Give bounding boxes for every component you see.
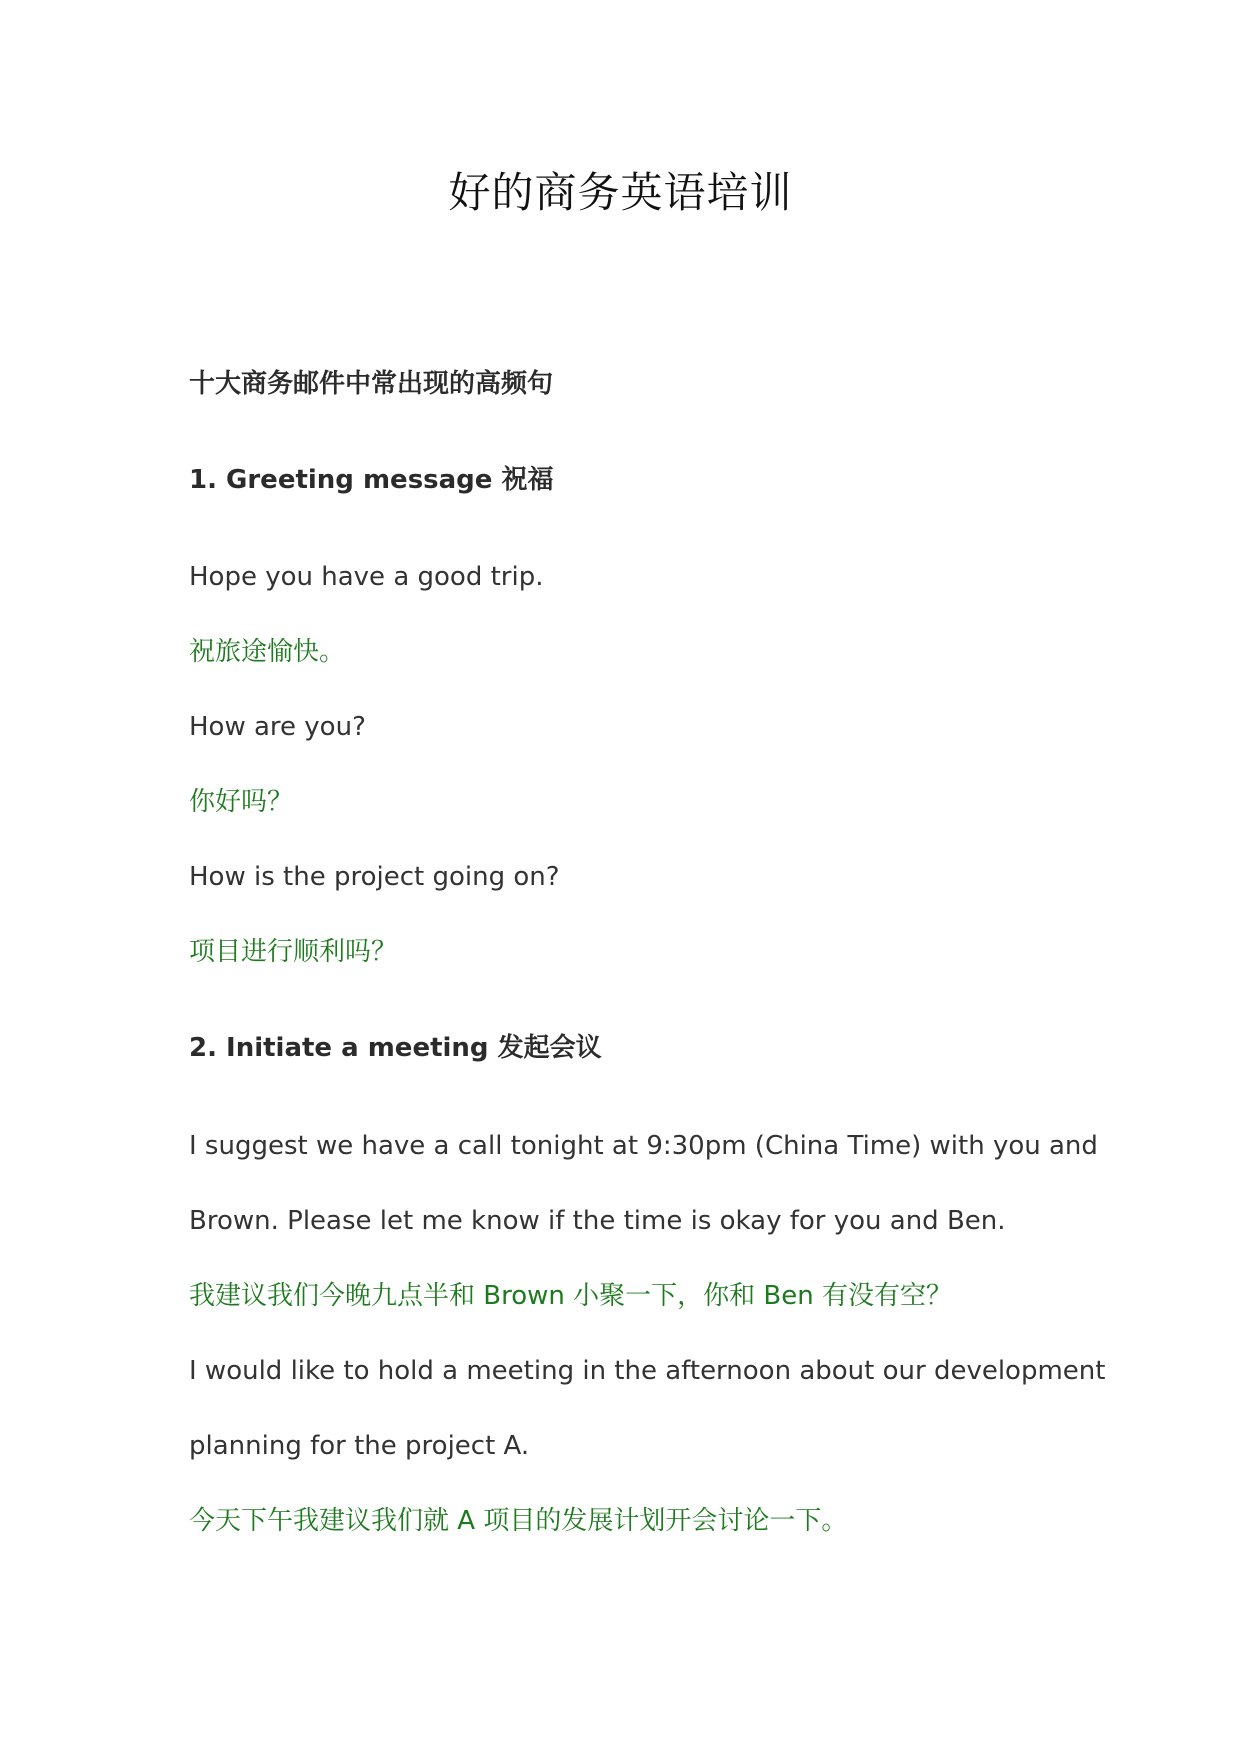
sentence-en: planning for the project A. bbox=[189, 1431, 530, 1461]
section-heading-meeting: 2. Initiate a meeting 发起会议 bbox=[189, 1033, 602, 1063]
sentence-zh: 我建议我们今晚九点半和 Brown 小聚一下，你和 Ben 有没有空？ bbox=[189, 1281, 952, 1311]
intro-heading: 十大商务邮件中常出现的高频句 bbox=[189, 369, 554, 399]
section-heading-greeting: 1. Greeting message 祝福 bbox=[189, 465, 554, 495]
sentence-en: Brown. Please let me know if the time is okay for you and Ben. bbox=[189, 1206, 1006, 1236]
sentence-en: I suggest we have a call tonight at 9:30pm (China Time) with you and bbox=[189, 1131, 1098, 1161]
sentence-en: Hope you have a good trip. bbox=[189, 562, 544, 592]
sentence-en: I would like to hold a meeting in the afternoon about our development bbox=[189, 1356, 1106, 1386]
sentence-zh: 今天下午我建议我们就 A 项目的发展计划开会讨论一下。 bbox=[189, 1506, 848, 1536]
sentence-en: How is the project going on? bbox=[189, 862, 560, 892]
sentence-zh: 祝旅途愉快。 bbox=[189, 637, 346, 667]
sentence-zh: 项目进行顺利吗？ bbox=[189, 937, 398, 967]
sentence-zh: 你好吗？ bbox=[189, 787, 294, 817]
page-title: 好的商务英语培训 bbox=[448, 168, 793, 217]
sentence-en: How are you? bbox=[189, 712, 366, 742]
